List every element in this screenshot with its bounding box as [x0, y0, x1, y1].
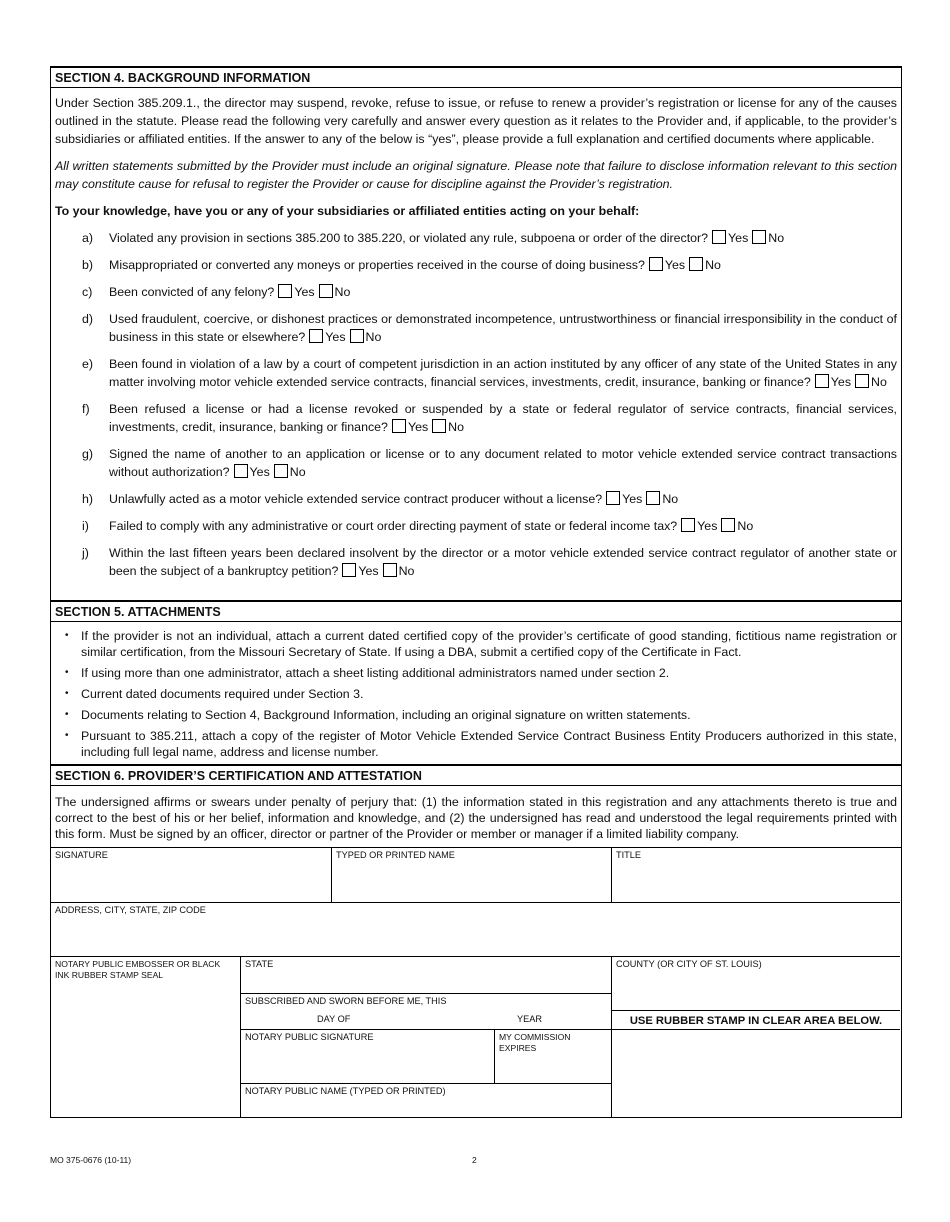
day-of-label: DAY OF — [317, 1014, 351, 1024]
yes-checkbox[interactable] — [342, 563, 356, 577]
question-text: Used fraudulent, coercive, or dishonest practices or demonstrated incompetence, untrustworthiness or financial irresponsibility in the conduct of business in this state or elsewhere? — [109, 312, 897, 344]
no-label: No — [737, 519, 754, 533]
no-checkbox[interactable] — [319, 284, 333, 298]
address-field[interactable]: ADDRESS, CITY, STATE, ZIP CODE — [51, 902, 900, 956]
notary-seal-area: NOTARY PUBLIC EMBOSSER OR BLACK INK RUBBER STAMP SEAL — [51, 956, 240, 1117]
yes-checkbox[interactable] — [681, 518, 695, 532]
stamp-note: USE RUBBER STAMP IN CLEAR AREA BELOW. — [611, 1010, 900, 1029]
attachment-item: • Documents relating to Section 4, Background Information, including an original signature on written statements. — [65, 708, 691, 722]
no-label: No — [871, 375, 887, 389]
subscribed-field[interactable]: SUBSCRIBED AND SWORN BEFORE ME, THIS DAY OF YEAR — [240, 993, 611, 1029]
no-checkbox[interactable] — [350, 329, 364, 343]
section6-text: The undersigned affirms or swears under penalty of perjury that: (1) the information stated in this registration and any attachments thereto is true and correct to the best of his or her belief, information and knowledge, and (2) the undersigned has read and understood the legal requirements printed with this form. Must be signed by an officer, director or partner of the Provider or member or manager if a limited liability company. — [55, 795, 897, 841]
question-h: h) Unlawfully acted as a motor vehicle extended service contract producer without a license? Yes No — [82, 492, 679, 506]
question-g: g) Signed the name of another to an application or license or to any document related to motor vehicle extended service contract transactions without authorization? Yes No — [82, 447, 897, 479]
question-f: f) Been refused a license or had a license revoked or suspended by a state or federal regulator of service contracts, financial services, investments, credit, insurance, banking or finance? Yes No — [82, 402, 897, 434]
question-list — [51, 229, 901, 580]
attachment-item: • Current dated documents required under Section 3. — [65, 687, 364, 701]
notary-signature-field[interactable]: NOTARY PUBLIC SIGNATURE — [240, 1029, 494, 1083]
question-text: Within the last fifteen years been declared insolvent by the director or a motor vehicle extended service contract regulator of another state or been the subject of a bankruptcy petition? — [109, 546, 897, 578]
year-label: YEAR — [517, 1014, 543, 1024]
yes-label: Yes — [622, 492, 643, 506]
section4-lead: To your knowledge, have you or any of your subsidiaries or affiliated entities acting on your behalf: — [55, 204, 640, 218]
no-label: No — [448, 420, 465, 434]
no-label: No — [289, 465, 306, 479]
question-text: Been convicted of any felony? — [109, 285, 275, 299]
question-e: e) Been found in violation of a law by a court of competent jurisdiction in an action instituted by any officer of any state of the United States in any matter involving motor vehicle extended service contracts, financial services, investments, credit, insurance, banking or finance? Yes No — [82, 357, 897, 389]
yes-label: Yes — [325, 330, 346, 344]
question-text: Violated any provision in sections 385.200 to 385.220, or violated any rule, subpoena or order of the director? — [109, 231, 709, 245]
no-checkbox[interactable] — [721, 518, 735, 532]
no-label: No — [334, 285, 351, 299]
no-checkbox[interactable] — [855, 374, 869, 388]
yes-label: Yes — [358, 564, 379, 578]
no-checkbox[interactable] — [383, 563, 397, 577]
question-c: c) Been convicted of any felony? Yes No — [82, 285, 351, 299]
question-text: Misappropriated or converted any moneys or properties received in the course of doing business? — [109, 258, 645, 272]
commission-expires-field[interactable]: MY COMMISSION EXPIRES — [494, 1029, 611, 1083]
question-i: i) Failed to comply with any administrative or court order directing payment of state or federal income tax? Yes No — [82, 519, 754, 533]
yes-checkbox[interactable] — [309, 329, 323, 343]
attachment-item: • If the provider is not an individual, attach a current dated certified copy of the provider’s certificate of good standing, fictitious name registration or similar certification, from the Missouri Secretary of State. If using a DBA, submit a certified copy of the Certificate in Fact. — [65, 629, 897, 659]
rubber-stamp-area — [611, 1029, 900, 1117]
yes-checkbox[interactable] — [392, 419, 406, 433]
no-checkbox[interactable] — [274, 464, 288, 478]
question-text: Unlawfully acted as a motor vehicle extended service contract producer without a license? — [109, 492, 603, 506]
attachment-item: • If using more than one administrator, attach a sheet listing additional administrators named under section 2. — [65, 666, 670, 680]
no-label: No — [705, 258, 721, 272]
yes-label: Yes — [728, 231, 749, 245]
signature-field[interactable]: SIGNATURE — [55, 850, 108, 860]
yes-label: Yes — [249, 465, 270, 479]
no-label: No — [768, 231, 785, 245]
no-label: No — [365, 330, 382, 344]
yes-checkbox[interactable] — [649, 257, 663, 271]
yes-checkbox[interactable] — [606, 491, 620, 505]
section4-intro: Under Section 385.209.1., the director may suspend, revoke, refuse to issue, or refuse to renew a provider’s registration or license for any of the causes outlined in the statute. Please read the following very carefully and answer every question as it relates to the Provider and, if applicable, to the provider’s subsidiaries or affiliated entities. If the answer to any of the below is “yes”, please provide a full explanation and certified documents where applicable. — [55, 96, 897, 146]
yes-checkbox[interactable] — [815, 374, 829, 388]
state-field[interactable]: STATE — [240, 956, 611, 993]
yes-checkbox[interactable] — [278, 284, 292, 298]
attachment-item: • Pursuant to 385.211, attach a copy of the register of Motor Vehicle Extended Service Contract Business Entity Producers authorized in this state, including full legal name, address and license number. — [65, 729, 897, 759]
section6-title: SECTION 6. PROVIDER’S CERTIFICATION AND ATTESTATION — [51, 764, 901, 786]
no-checkbox[interactable] — [646, 491, 660, 505]
signature-grid — [51, 847, 901, 1118]
registration-form — [50, 66, 902, 1118]
question-text: Signed the name of another to an application or license or to any document related to motor vehicle extended service contract transactions without authorization? — [109, 447, 897, 479]
question-b: b) Misappropriated or converted any moneys or properties received in the course of doing business? Yes No — [82, 258, 721, 272]
yes-label: Yes — [830, 375, 852, 389]
yes-label: Yes — [407, 420, 429, 434]
no-label: No — [662, 492, 679, 506]
question-j: j) Within the last fifteen years been declared insolvent by the director or a motor vehicle extended service contract regulator of another state or been the subject of a bankruptcy petition? Yes No — [82, 546, 897, 578]
typed-name-field[interactable]: TYPED OR PRINTED NAME — [331, 848, 611, 902]
notary-name-field[interactable]: NOTARY PUBLIC NAME (TYPED OR PRINTED) — [240, 1083, 611, 1117]
question-a: a) Violated any provision in sections 385.200 to 385.220, or violated any rule, subpoena or order of the director? Yes No — [82, 231, 785, 245]
attachments-list — [51, 622, 901, 760]
section4-title: SECTION 4. BACKGROUND INFORMATION — [51, 66, 901, 88]
no-label: No — [398, 564, 415, 578]
no-checkbox[interactable] — [752, 230, 766, 244]
section5-title: SECTION 5. ATTACHMENTS — [51, 600, 901, 622]
no-checkbox[interactable] — [689, 257, 703, 271]
no-checkbox[interactable] — [432, 419, 446, 433]
question-text: Been refused a license or had a license revoked or suspended by a state or federal regulator of service contracts, financial services, investments, credit, insurance, banking or finance? — [109, 402, 897, 434]
question-d: d) Used fraudulent, coercive, or dishonest practices or demonstrated incompetence, untrustworthiness or financial irresponsibility in the conduct of business in this state or elsewhere? Yes No — [82, 312, 897, 344]
county-field[interactable]: COUNTY (OR CITY OF ST. LOUIS) — [611, 956, 900, 1010]
page-number: 2 — [472, 1155, 477, 1165]
yes-checkbox[interactable] — [234, 464, 248, 478]
form-number: MO 375-0676 (10-11) — [50, 1155, 132, 1165]
yes-checkbox[interactable] — [712, 230, 726, 244]
section4-notice: All written statements submitted by the Provider must include an original signature. Please note that failure to disclose information relevant to this section may constitute cause for refusal to register the Provider or cause for discipline against the Provider’s registration. — [55, 159, 897, 191]
yes-label: Yes — [664, 258, 686, 272]
question-text: Been found in violation of a law by a court of competent jurisdiction in an action instituted by any officer of any state of the United States in any matter involving motor vehicle extended service contracts, financial services, investments, credit, insurance, banking or finance? — [109, 357, 897, 389]
question-text: Failed to comply with any administrative or court order directing payment of state or federal income tax? — [109, 519, 678, 533]
yes-label: Yes — [294, 285, 315, 299]
title-field[interactable]: TITLE — [611, 848, 900, 902]
yes-label: Yes — [697, 519, 718, 533]
